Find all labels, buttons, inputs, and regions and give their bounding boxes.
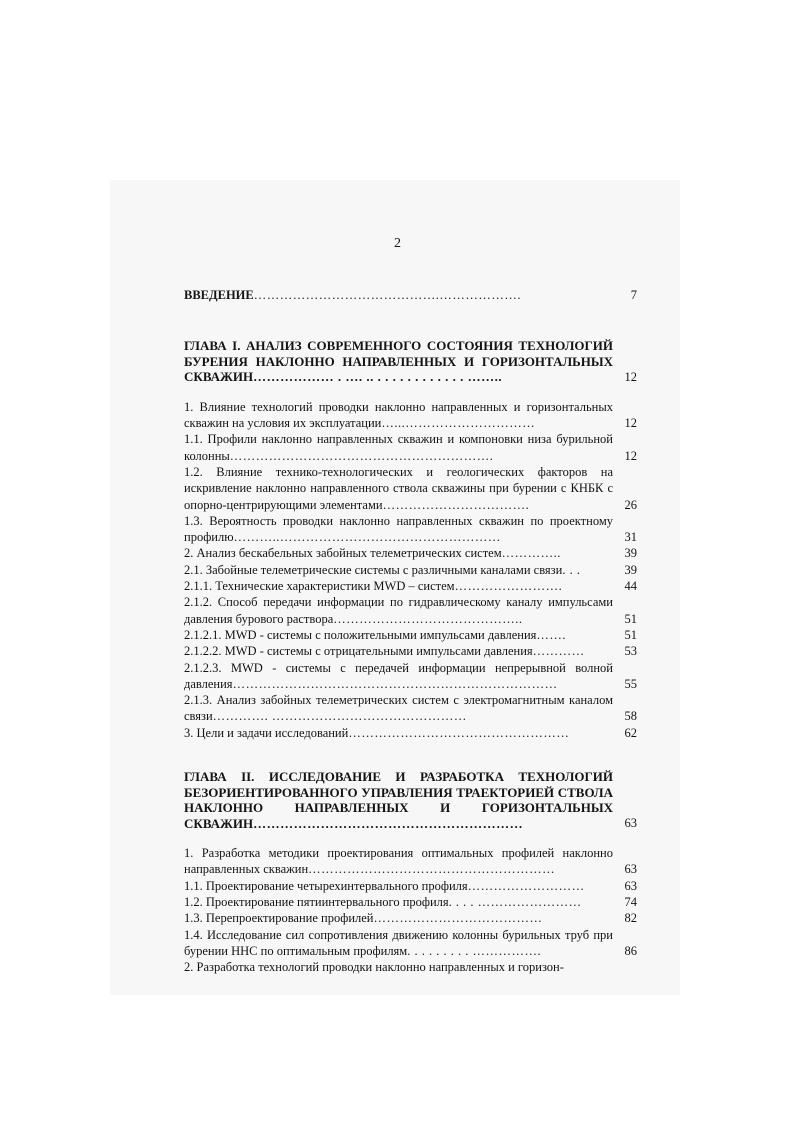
toc-entry-text: 1.2. Проектирование пятиинтервального профиля [184, 894, 449, 909]
toc-page-number: 12 [624, 416, 637, 431]
toc-page-number: 39 [624, 546, 637, 561]
toc-chapter-2 [184, 769, 637, 831]
toc-leader: ……………………. [454, 579, 563, 594]
toc-entry-text: 2. Анализ бескабельных забойных телеметрических систем [184, 546, 502, 561]
toc-page-number: 55 [624, 676, 637, 691]
toc-entry-text: 1.4. Исследование сил сопротивления движению колонны бурильных труб при бурении ННС по оптимальным профилям [184, 927, 613, 958]
toc-page-number: 44 [624, 579, 637, 594]
toc-page-number: 53 [624, 644, 637, 659]
toc-leader: ……………………… [467, 878, 585, 893]
toc-entry [184, 660, 637, 693]
toc-page-number: 26 [624, 497, 637, 512]
toc-page-number: 86 [624, 943, 637, 958]
toc-page-number: 63 [624, 878, 637, 893]
toc-page-number: 51 [624, 611, 637, 626]
toc-entry-text: 2.1.2. Способ передачи информации по гидравлическому каналу импульсами давления бурового раствора [184, 595, 613, 626]
toc-leader: ……………… . …. .. . . . . . . . . . . . . …….. [253, 369, 503, 385]
toc-entry [184, 399, 637, 432]
toc-entry [184, 562, 637, 578]
toc-leader: . . . . . . . . . ……………. [407, 943, 542, 958]
toc-page-number: 63 [624, 862, 637, 877]
toc-page-number: 74 [624, 894, 637, 909]
toc-entry [184, 692, 637, 725]
toc-leader: …………. ……………………………………… [212, 709, 467, 724]
toc-leader: ………………………………………………………………… [232, 676, 558, 691]
toc-leader: ………….. [501, 546, 561, 561]
toc-entry-text: 1.3. Вероятность проводки наклонно направленных скважин по проектному профилю [184, 513, 613, 545]
chapter-2-entries [184, 845, 637, 975]
toc-entry-text: 1. Влияние технологий проводки наклонно направленных и горизонтальных скважин на условия их эксплуатации [184, 399, 613, 431]
toc-leader: …………………………………….………………. [253, 288, 521, 302]
toc-leader: ……………………………. [382, 497, 530, 512]
toc-leader: . . . [562, 562, 581, 577]
toc-entry-text: 2. Разработка технологий проводки наклонно направленных и горизон- [184, 960, 564, 975]
toc-entry [184, 464, 637, 513]
toc-entry-text: 1.1. Проектирование четырехинтервального профиля [184, 878, 468, 893]
toc-entry [184, 513, 637, 546]
toc-entry-text: 2.1.2.3. MWD - системы с передачей информации непрерывной волной давления [184, 660, 613, 691]
toc-entry-text: 2.1.2.1. MWD - системы с положительными импульсами давления [184, 627, 537, 642]
toc-entry [184, 627, 637, 643]
toc-leader: ………… [532, 644, 585, 659]
toc-entry-text: 3. Цели и задачи исследований [184, 725, 349, 740]
toc-entry-text: 1.1. Профили наклонно направленных скважин и компоновки низа бурильной колонны [184, 432, 613, 463]
toc-leader: ………..…………………………………………… [233, 530, 501, 545]
toc-entry-text: 2.1.3. Анализ забойных телеметрических систем с электромагнитным каналом связи [184, 693, 613, 724]
toc-entry-title: ВВЕДЕНИЕ [184, 288, 254, 302]
toc-entry [184, 845, 637, 878]
toc-page-number: 12 [624, 448, 637, 463]
toc-page-number: 12 [624, 369, 637, 384]
toc-leader: …………………………………………… [348, 725, 570, 740]
toc-leader: …………………………………….. [333, 611, 523, 626]
toc-page-number: 58 [624, 709, 637, 724]
toc-entry [184, 927, 637, 960]
toc-leader: ……………………………………………………. [229, 448, 494, 463]
toc-page-number: 39 [624, 562, 637, 577]
chapter-1-entries [184, 399, 637, 741]
toc-leader: …………………………………………………… [253, 815, 524, 831]
toc-entry [184, 894, 637, 910]
toc-entry [184, 578, 637, 594]
toc-entry [184, 545, 637, 561]
toc-entry [184, 959, 637, 975]
toc-leader: ……. [536, 627, 567, 642]
toc-page-number: 63 [624, 815, 637, 830]
toc-leader: ………………………………………………… [308, 862, 556, 877]
toc-entry-introduction [184, 287, 637, 303]
toc-page-number: 62 [624, 725, 637, 740]
toc-entry [184, 643, 637, 659]
toc-entry-text: 1. Разработка методики проектирования оптимальных профилей наклонно направленных скважин [184, 846, 613, 877]
toc-entry-text: 2.1.2.2. MWD - системы с отрицательными импульсами давления [184, 644, 533, 659]
toc-leader: ………………………………… [373, 911, 543, 926]
toc-leader: . . . . …………………… [448, 894, 582, 909]
toc-entry [184, 910, 637, 926]
toc-entry [184, 878, 637, 894]
toc-entry-text: 2.1.1. Технические характеристики MWD – систем [184, 579, 455, 594]
toc-entry [184, 594, 637, 627]
toc-chapter-1 [184, 338, 637, 385]
chapter-title: ГЛАВА II. ИССЛЕДОВАНИЕ И РАЗРАБОТКА ТЕХНОЛОГИЙ БЕЗОРИЕНТИРОВАННОГО УПРАВЛЕНИЯ ТРАЕКТОРИЕЙ СТВОЛА НАКЛОННО НАПРАВЛЕННЫХ И ГОРИЗОНТАЛЬНЫХ СКВАЖИН [184, 769, 613, 831]
page-number: 2 [394, 236, 401, 251]
toc-entry [184, 431, 637, 464]
toc-leader: …...………………………… [381, 416, 536, 431]
toc-page-number: 31 [624, 530, 637, 545]
toc-entry-text: 1.2. Влияние технико-технологических и геологических факторов на искривление наклонно направленного ствола скважины при бурении с КНБК с опорно-центрирующими элементами [184, 464, 613, 512]
toc-entry-text: 2.1. Забойные телеметрические системы с различными каналами связи [184, 562, 563, 577]
toc-entry-text: 1.3. Перепроектирование профилей [184, 911, 374, 926]
toc-entry [184, 725, 637, 741]
toc-page-number: 82 [624, 911, 637, 926]
table-of-contents [184, 285, 637, 975]
toc-page-number: 7 [630, 288, 637, 302]
toc-page-number: 51 [624, 627, 637, 642]
chapter-title: ГЛАВА I. АНАЛИЗ СОВРЕМЕННОГО СОСТОЯНИЯ ТЕХНОЛОГИЙ БУРЕНИЯ НАКЛОННО НАПРАВЛЕННЫХ И ГОРИЗОНТАЛЬНЫХ СКВАЖИН [184, 338, 613, 385]
